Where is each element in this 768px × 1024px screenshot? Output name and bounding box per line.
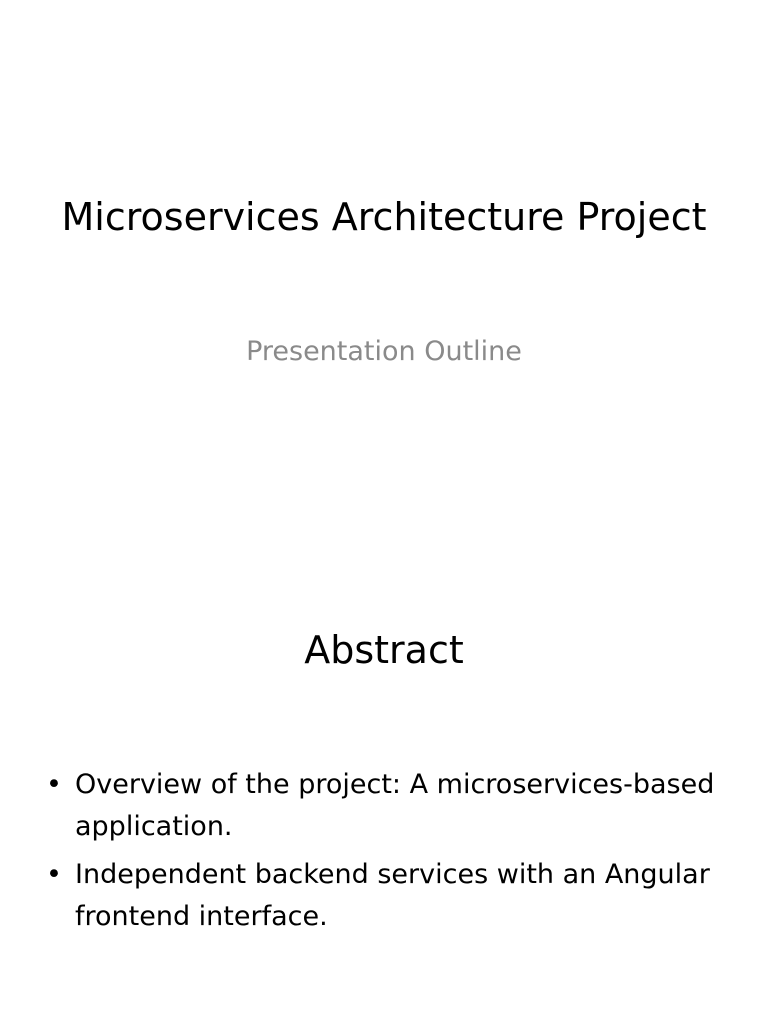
bullet-text: Independent backend services with an Angular frontend interface. bbox=[75, 859, 710, 932]
bullet-text: Overview of the project: A microservices-based application. bbox=[75, 769, 715, 842]
bullet-list bbox=[40, 764, 720, 944]
presentation-subtitle: Presentation Outline bbox=[246, 336, 522, 367]
bullet-item bbox=[40, 764, 720, 848]
presentation-title: Microservices Architecture Project bbox=[61, 195, 707, 239]
abstract-slide bbox=[0, 576, 768, 1024]
bullet-item bbox=[40, 854, 720, 938]
bullet-icon: • bbox=[46, 769, 62, 800]
slide-title: Abstract bbox=[304, 628, 464, 672]
bullet-icon: • bbox=[46, 859, 62, 890]
